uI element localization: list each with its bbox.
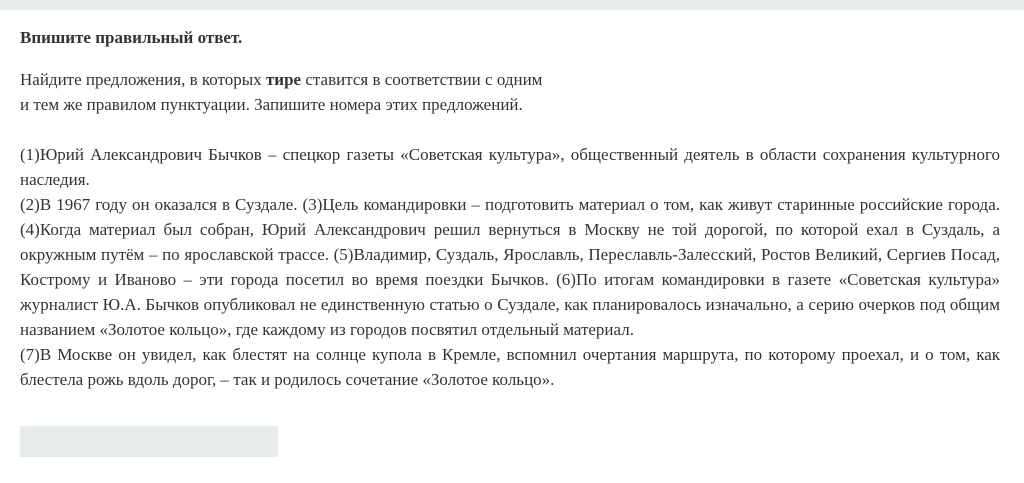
task-text-after: ставится в соответствии с одним: [301, 70, 543, 89]
source-text: [20, 142, 1000, 392]
answer-input[interactable]: [20, 426, 278, 457]
question-content: [20, 26, 1000, 392]
task-line-1: [20, 67, 1000, 92]
task-keyword: тире: [265, 70, 302, 89]
task-text-before: Найдите предложения, в которых: [20, 70, 266, 89]
text-paragraph-3: (7)В Москве он увидел, как блестят на солнце купола в Кремле, вспомнил очертания маршрута, по которому проехал, и о том, как блестела рожь вдоль дорог, – так и родилось сочетание «Золотое кольцо».: [20, 345, 1000, 389]
top-bar: [0, 0, 1024, 10]
text-paragraph-1: (1)Юрий Александрович Бычков – спецкор газеты «Советская культура», общественный деятель в области сохранения культурного наследия.: [20, 145, 1000, 189]
text-paragraph-2: (2)В 1967 году он оказался в Суздале. (3)Цель командировки – подготовить материал о том, как живут старинные российские города. (4)Когда материал был собран, Юрий Александрович решил вернуться в Москву не той дорогой, по которой ехал в Суздаль, а окружным путём – по ярославской трассе. (5)Владимир, Суздаль, Ярославль, Переславль-Залесский, Ростов Великий, Сергиев Посад, Кострому и Иваново – эти города посетил во время поездки Бычков. (6)По итогам командировки в газете «Советская культура» журналист Ю.А. Бычков опубликовал не единственную статью о Суздале, как планировалось изначально, а серию очерков под общим названием «Золотое кольцо», где каждому из городов посвятил отдельный материал.: [20, 195, 1000, 339]
instruction-text: Впишите правильный ответ.: [20, 28, 243, 47]
task-line-2: и тем же правилом пунктуации. Запишите номера этих предложений.: [20, 95, 523, 114]
task-text: [20, 67, 1000, 117]
